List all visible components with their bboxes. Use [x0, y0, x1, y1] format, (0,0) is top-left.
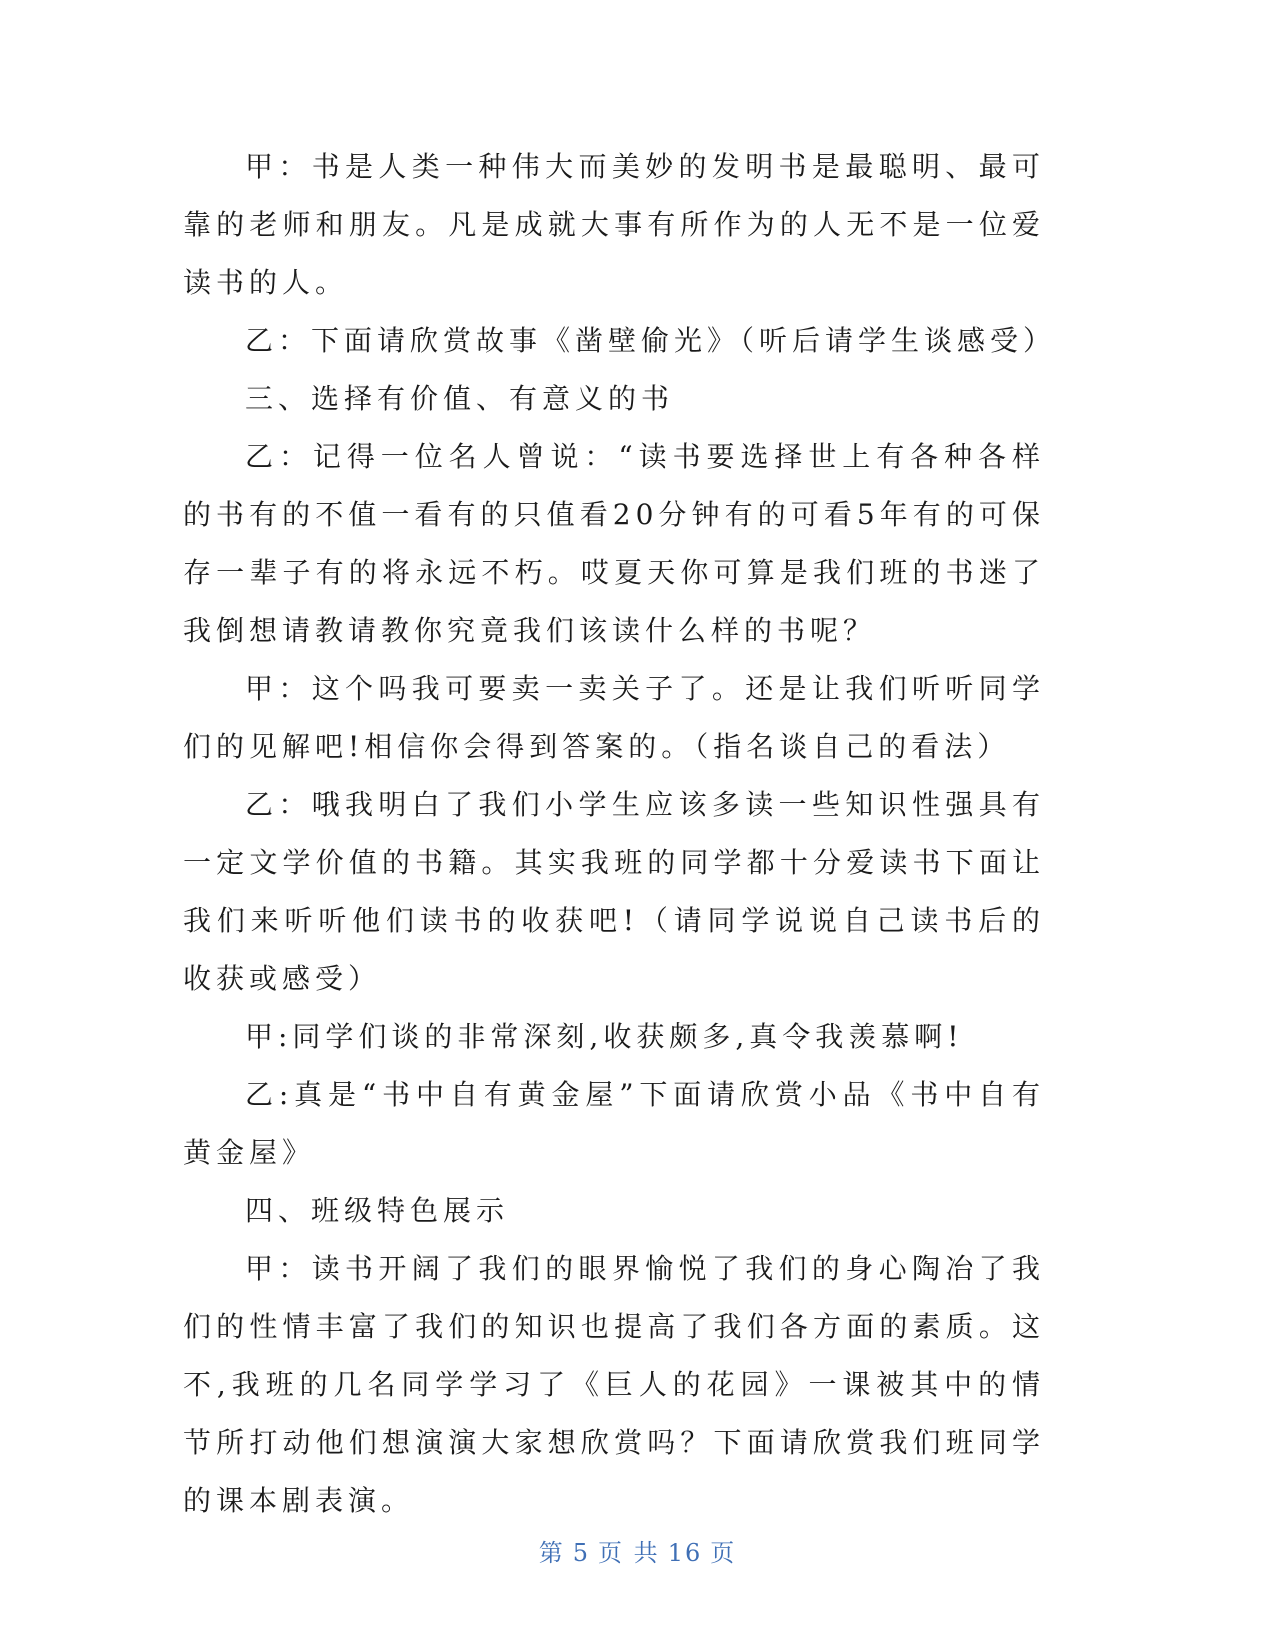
paragraph: 乙：下面请欣赏故事《凿壁偷光》（听后请学生谈感受） — [245, 324, 1057, 357]
paragraph: 乙：哦我明白了我们小学生应该多读一些知识性强具有一定文学价值的书籍。其实我班的同学都十分爱读书下面让我们来听听他们读书的收获吧!（请同学说说自己读书后的收获或感受） — [183, 788, 1045, 995]
paragraph: 甲:同学们谈的非常深刻,收获颇多,真令我羡慕啊! — [245, 1020, 964, 1053]
page-footer — [0, 1533, 1275, 1568]
section-heading: 三、选择有价值、有意义的书 — [245, 382, 675, 415]
footer-label-of: 页 共 — [598, 1539, 660, 1567]
footer-current-page: 5 — [572, 1539, 591, 1567]
footer-total-pages: 16 — [667, 1539, 703, 1567]
paragraph: 甲：读书开阔了我们的眼界愉悦了我们的身心陶冶了我们的性情丰富了我们的知识也提高了我们各方面的素质。这不,我班的几名同学学习了《巨人的花园》一课被其中的情节所打动他们想演演大家想欣赏吗？下面请欣赏我们班同学的课本剧表演。 — [183, 1252, 1045, 1517]
footer-label-page: 第 — [538, 1539, 565, 1567]
paragraph: 乙：记得一位名人曾说：“读书要选择世上有各种各样的书有的不值一看有的只值看20分钟有的可看5年有的可保存一辈子有的将永远不朽。哎夏天你可算是我们班的书迷了我倒想请教请教你究竟我们该读什么样的书呢？ — [183, 440, 1045, 647]
section-heading: 四、班级特色展示 — [245, 1194, 510, 1227]
document-body — [183, 138, 1057, 1530]
paragraph: 甲：这个吗我可要卖一卖关子了。还是让我们听听同学们的见解吧!相信你会得到答案的。（指名谈自己的看法） — [183, 672, 1045, 763]
paragraph: 乙:真是“书中自有黄金屋”下面请欣赏小品《书中自有黄金屋》 — [183, 1078, 1045, 1169]
footer-label-end: 页 — [710, 1539, 737, 1567]
paragraph: 甲：书是人类一种伟大而美妙的发明书是最聪明、最可靠的老师和朋友。凡是成就大事有所作为的人无不是一位爱读书的人。 — [183, 150, 1045, 299]
